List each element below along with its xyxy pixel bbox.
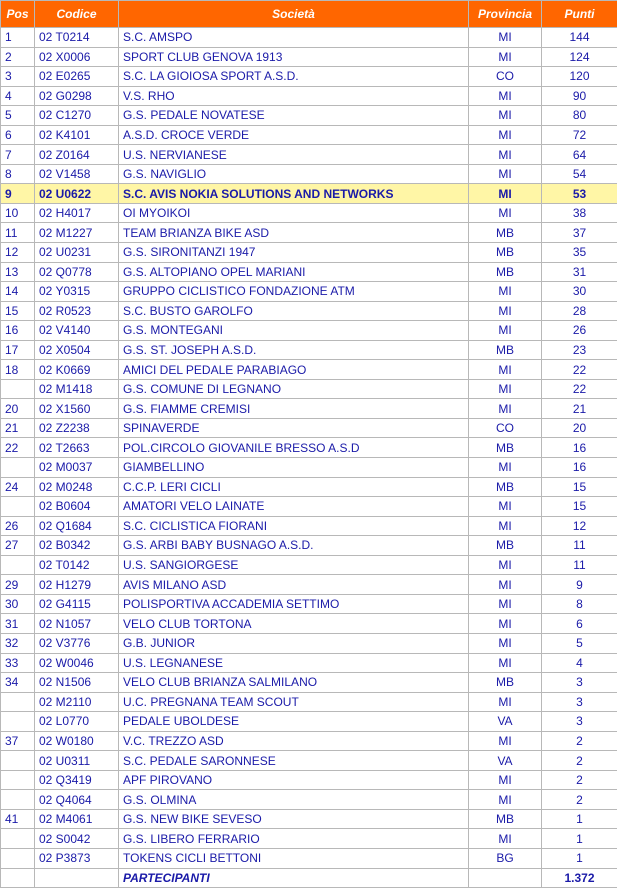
cell-society: AMICI DEL PEDALE PARABIAGO bbox=[119, 360, 469, 380]
cell-province: MI bbox=[469, 145, 542, 165]
cell-points: 3 bbox=[542, 692, 617, 712]
cell-code: 02 B0604 bbox=[35, 497, 119, 517]
cell-pos: 2 bbox=[1, 47, 35, 67]
table-row bbox=[1, 809, 617, 829]
cell-province: MI bbox=[469, 360, 542, 380]
cell-points: 72 bbox=[542, 125, 617, 145]
cell-pos: 10 bbox=[1, 203, 35, 223]
cell-pos: 15 bbox=[1, 301, 35, 321]
cell-society: SPORT CLUB GENOVA 1913 bbox=[119, 47, 469, 67]
cell-province: MB bbox=[469, 340, 542, 360]
cell-pos: 32 bbox=[1, 633, 35, 653]
cell-province: MI bbox=[469, 731, 542, 751]
cell-society: G.S. OLMINA bbox=[119, 790, 469, 810]
cell-society: U.S. LEGNANESE bbox=[119, 653, 469, 673]
cell-points: 90 bbox=[542, 86, 617, 106]
cell-points: 64 bbox=[542, 145, 617, 165]
cell-province: VA bbox=[469, 751, 542, 771]
table-row bbox=[1, 203, 617, 223]
table-row bbox=[1, 770, 617, 790]
cell-code: 02 U0231 bbox=[35, 243, 119, 263]
cell-society: TEAM BRIANZA BIKE ASD bbox=[119, 223, 469, 243]
cell-pos bbox=[1, 790, 35, 810]
cell-points: 16 bbox=[542, 438, 617, 458]
cell-pos bbox=[1, 770, 35, 790]
cell-province: MI bbox=[469, 301, 542, 321]
cell-pos: 41 bbox=[1, 809, 35, 829]
cell-province: MI bbox=[469, 653, 542, 673]
cell-society: G.S. NEW BIKE SEVESO bbox=[119, 809, 469, 829]
cell-code: 02 Q4064 bbox=[35, 790, 119, 810]
cell-code: 02 H4017 bbox=[35, 203, 119, 223]
cell-pos: 34 bbox=[1, 673, 35, 693]
cell-province: MI bbox=[469, 790, 542, 810]
total-spacer bbox=[469, 868, 542, 888]
table-row bbox=[1, 555, 617, 575]
table-row bbox=[1, 67, 617, 87]
cell-province: MI bbox=[469, 86, 542, 106]
cell-code: 02 S0042 bbox=[35, 829, 119, 849]
cell-code: 02 R0523 bbox=[35, 301, 119, 321]
cell-code: 02 M1418 bbox=[35, 379, 119, 399]
cell-province: MI bbox=[469, 633, 542, 653]
cell-society: G.S. COMUNE DI LEGNANO bbox=[119, 379, 469, 399]
cell-points: 2 bbox=[542, 770, 617, 790]
cell-code: 02 V3776 bbox=[35, 633, 119, 653]
table-row bbox=[1, 262, 617, 282]
ranking-rows bbox=[1, 28, 617, 869]
cell-code: 02 B0342 bbox=[35, 536, 119, 556]
table-row bbox=[1, 164, 617, 184]
cell-pos: 26 bbox=[1, 516, 35, 536]
cell-society: POLISPORTIVA ACCADEMIA SETTIMO bbox=[119, 594, 469, 614]
header-row bbox=[1, 1, 617, 28]
cell-points: 22 bbox=[542, 379, 617, 399]
cell-pos: 21 bbox=[1, 418, 35, 438]
cell-society: S.C. AMSPO bbox=[119, 28, 469, 48]
cell-province: MI bbox=[469, 125, 542, 145]
cell-society: VELO CLUB BRIANZA SALMILANO bbox=[119, 673, 469, 693]
cell-code: 02 Z2238 bbox=[35, 418, 119, 438]
cell-province: MI bbox=[469, 458, 542, 478]
cell-province: MB bbox=[469, 809, 542, 829]
table-row bbox=[1, 614, 617, 634]
cell-code: 02 T0142 bbox=[35, 555, 119, 575]
cell-society: S.C. LA GIOIOSA SPORT A.S.D. bbox=[119, 67, 469, 87]
cell-pos: 4 bbox=[1, 86, 35, 106]
cell-province: MI bbox=[469, 770, 542, 790]
cell-points: 35 bbox=[542, 243, 617, 263]
cell-province: MB bbox=[469, 223, 542, 243]
cell-points: 23 bbox=[542, 340, 617, 360]
cell-code: 02 U0311 bbox=[35, 751, 119, 771]
cell-pos: 27 bbox=[1, 536, 35, 556]
cell-society: G.S. ST. JOSEPH A.S.D. bbox=[119, 340, 469, 360]
cell-society: PEDALE UBOLDESE bbox=[119, 712, 469, 732]
cell-pos: 13 bbox=[1, 262, 35, 282]
table-row bbox=[1, 223, 617, 243]
cell-pos bbox=[1, 712, 35, 732]
cell-pos: 14 bbox=[1, 282, 35, 302]
cell-province: MI bbox=[469, 106, 542, 126]
col-header-society: Società bbox=[119, 1, 469, 28]
cell-pos: 29 bbox=[1, 575, 35, 595]
cell-points: 16 bbox=[542, 458, 617, 478]
table-row bbox=[1, 47, 617, 67]
cell-points: 11 bbox=[542, 536, 617, 556]
col-header-code: Codice bbox=[35, 1, 119, 28]
cell-province: CO bbox=[469, 418, 542, 438]
cell-points: 22 bbox=[542, 360, 617, 380]
cell-province: MI bbox=[469, 497, 542, 517]
cell-society: GRUPPO CICLISTICO FONDAZIONE ATM bbox=[119, 282, 469, 302]
cell-points: 3 bbox=[542, 712, 617, 732]
cell-province: MI bbox=[469, 594, 542, 614]
cell-pos: 3 bbox=[1, 67, 35, 87]
cell-points: 31 bbox=[542, 262, 617, 282]
table-row bbox=[1, 594, 617, 614]
cell-code: 02 V4140 bbox=[35, 321, 119, 341]
table-row bbox=[1, 477, 617, 497]
cell-province: MI bbox=[469, 555, 542, 575]
cell-pos bbox=[1, 458, 35, 478]
cell-code: 02 V1458 bbox=[35, 164, 119, 184]
cell-code: 02 M0037 bbox=[35, 458, 119, 478]
cell-points: 6 bbox=[542, 614, 617, 634]
cell-society: G.S. MONTEGANI bbox=[119, 321, 469, 341]
cell-pos: 8 bbox=[1, 164, 35, 184]
table-row bbox=[1, 731, 617, 751]
cell-province: MI bbox=[469, 516, 542, 536]
table-row bbox=[1, 458, 617, 478]
cell-society: OI MYOIKOI bbox=[119, 203, 469, 223]
cell-society: V.C. TREZZO ASD bbox=[119, 731, 469, 751]
table-row bbox=[1, 340, 617, 360]
table-row bbox=[1, 438, 617, 458]
col-header-points: Punti bbox=[542, 1, 617, 28]
cell-points: 28 bbox=[542, 301, 617, 321]
cell-province: MI bbox=[469, 164, 542, 184]
cell-pos: 16 bbox=[1, 321, 35, 341]
cell-code: 02 L0770 bbox=[35, 712, 119, 732]
cell-code: 02 K4101 bbox=[35, 125, 119, 145]
cell-code: 02 M0248 bbox=[35, 477, 119, 497]
cell-pos: 18 bbox=[1, 360, 35, 380]
cell-points: 21 bbox=[542, 399, 617, 419]
table-row bbox=[1, 712, 617, 732]
cell-code: 02 M1227 bbox=[35, 223, 119, 243]
cell-society: SPINAVERDE bbox=[119, 418, 469, 438]
cell-society: S.C. CICLISTICA FIORANI bbox=[119, 516, 469, 536]
cell-points: 144 bbox=[542, 28, 617, 48]
cell-code: 02 H1279 bbox=[35, 575, 119, 595]
total-spacer bbox=[35, 868, 119, 888]
cell-pos: 6 bbox=[1, 125, 35, 145]
cell-points: 53 bbox=[542, 184, 617, 204]
cell-society: TOKENS CICLI BETTONI bbox=[119, 848, 469, 868]
cell-code: 02 Z0164 bbox=[35, 145, 119, 165]
table-row bbox=[1, 692, 617, 712]
col-header-province: Provincia bbox=[469, 1, 542, 28]
cell-pos bbox=[1, 555, 35, 575]
cell-society: POL.CIRCOLO GIOVANILE BRESSO A.S.D bbox=[119, 438, 469, 458]
cell-province: MB bbox=[469, 536, 542, 556]
cell-province: MI bbox=[469, 614, 542, 634]
cell-points: 15 bbox=[542, 477, 617, 497]
cell-society: G.S. LIBERO FERRARIO bbox=[119, 829, 469, 849]
cell-points: 26 bbox=[542, 321, 617, 341]
cell-society: S.C. PEDALE SARONNESE bbox=[119, 751, 469, 771]
cell-code: 02 T2663 bbox=[35, 438, 119, 458]
table-row bbox=[1, 536, 617, 556]
cell-pos: 17 bbox=[1, 340, 35, 360]
cell-society: U.S. SANGIORGESE bbox=[119, 555, 469, 575]
table-row bbox=[1, 321, 617, 341]
cell-pos bbox=[1, 497, 35, 517]
table-row bbox=[1, 379, 617, 399]
cell-province: MI bbox=[469, 829, 542, 849]
table-row bbox=[1, 184, 617, 204]
cell-points: 12 bbox=[542, 516, 617, 536]
cell-pos: 22 bbox=[1, 438, 35, 458]
cell-society: G.S. ARBI BABY BUSNAGO A.S.D. bbox=[119, 536, 469, 556]
total-row bbox=[1, 868, 617, 888]
cell-society: S.C. BUSTO GAROLFO bbox=[119, 301, 469, 321]
table-row bbox=[1, 399, 617, 419]
table-row bbox=[1, 125, 617, 145]
cell-points: 4 bbox=[542, 653, 617, 673]
cell-society: A.S.D. CROCE VERDE bbox=[119, 125, 469, 145]
cell-pos: 1 bbox=[1, 28, 35, 48]
cell-code: 02 G0298 bbox=[35, 86, 119, 106]
cell-province: MI bbox=[469, 203, 542, 223]
cell-society: AVIS MILANO ASD bbox=[119, 575, 469, 595]
cell-code: 02 Q0778 bbox=[35, 262, 119, 282]
cell-province: MI bbox=[469, 575, 542, 595]
table-row bbox=[1, 418, 617, 438]
cell-code: 02 N1506 bbox=[35, 673, 119, 693]
cell-points: 120 bbox=[542, 67, 617, 87]
table-row bbox=[1, 653, 617, 673]
cell-society: C.C.P. LERI CICLI bbox=[119, 477, 469, 497]
cell-pos: 31 bbox=[1, 614, 35, 634]
table-row bbox=[1, 790, 617, 810]
cell-code: 02 U0622 bbox=[35, 184, 119, 204]
cell-points: 15 bbox=[542, 497, 617, 517]
cell-code: 02 G4115 bbox=[35, 594, 119, 614]
cell-code: 02 M4061 bbox=[35, 809, 119, 829]
cell-society: G.S. ALTOPIANO OPEL MARIANI bbox=[119, 262, 469, 282]
cell-society: VELO CLUB TORTONA bbox=[119, 614, 469, 634]
cell-society: G.S. SIRONITANZI 1947 bbox=[119, 243, 469, 263]
cell-society: AMATORI VELO LAINATE bbox=[119, 497, 469, 517]
table-row bbox=[1, 106, 617, 126]
cell-code: 02 E0265 bbox=[35, 67, 119, 87]
total-points: 1.372 bbox=[542, 868, 617, 888]
table-row bbox=[1, 751, 617, 771]
cell-pos: 7 bbox=[1, 145, 35, 165]
cell-points: 2 bbox=[542, 751, 617, 771]
cell-pos: 9 bbox=[1, 184, 35, 204]
table-row bbox=[1, 282, 617, 302]
cell-pos: 11 bbox=[1, 223, 35, 243]
cell-points: 20 bbox=[542, 418, 617, 438]
cell-points: 38 bbox=[542, 203, 617, 223]
cell-points: 1 bbox=[542, 809, 617, 829]
cell-province: MI bbox=[469, 379, 542, 399]
cell-province: BG bbox=[469, 848, 542, 868]
cell-province: MB bbox=[469, 262, 542, 282]
cell-points: 9 bbox=[542, 575, 617, 595]
cell-province: MI bbox=[469, 399, 542, 419]
cell-pos bbox=[1, 751, 35, 771]
cell-points: 1 bbox=[542, 829, 617, 849]
cell-society: U.S. NERVIANESE bbox=[119, 145, 469, 165]
cell-points: 5 bbox=[542, 633, 617, 653]
cell-society: G.S. FIAMME CREMISI bbox=[119, 399, 469, 419]
table-row bbox=[1, 28, 617, 48]
table-row bbox=[1, 575, 617, 595]
cell-province: MB bbox=[469, 477, 542, 497]
cell-society: APF PIROVANO bbox=[119, 770, 469, 790]
cell-province: MI bbox=[469, 47, 542, 67]
table-row bbox=[1, 829, 617, 849]
cell-points: 1 bbox=[542, 848, 617, 868]
cell-code: 02 P3873 bbox=[35, 848, 119, 868]
cell-society: G.S. NAVIGLIO bbox=[119, 164, 469, 184]
cell-code: 02 X0006 bbox=[35, 47, 119, 67]
cell-province: MI bbox=[469, 28, 542, 48]
table-row bbox=[1, 301, 617, 321]
cell-pos: 30 bbox=[1, 594, 35, 614]
cell-pos bbox=[1, 848, 35, 868]
cell-code: 02 W0180 bbox=[35, 731, 119, 751]
cell-code: 02 W0046 bbox=[35, 653, 119, 673]
cell-points: 124 bbox=[542, 47, 617, 67]
cell-points: 11 bbox=[542, 555, 617, 575]
cell-society: GIAMBELLINO bbox=[119, 458, 469, 478]
table-row bbox=[1, 848, 617, 868]
cell-code: 02 M2110 bbox=[35, 692, 119, 712]
total-label: PARTECIPANTI bbox=[119, 868, 469, 888]
cell-points: 37 bbox=[542, 223, 617, 243]
cell-code: 02 X0504 bbox=[35, 340, 119, 360]
cell-pos: 33 bbox=[1, 653, 35, 673]
table-row bbox=[1, 516, 617, 536]
cell-code: 02 K0669 bbox=[35, 360, 119, 380]
table-row bbox=[1, 86, 617, 106]
cell-society: S.C. AVIS NOKIA SOLUTIONS AND NETWORKS bbox=[119, 184, 469, 204]
cell-province: MI bbox=[469, 282, 542, 302]
cell-province: MI bbox=[469, 692, 542, 712]
cell-province: MI bbox=[469, 184, 542, 204]
cell-society: U.C. PREGNANA TEAM SCOUT bbox=[119, 692, 469, 712]
cell-province: MB bbox=[469, 243, 542, 263]
cell-pos: 24 bbox=[1, 477, 35, 497]
cell-points: 8 bbox=[542, 594, 617, 614]
cell-pos: 37 bbox=[1, 731, 35, 751]
cell-society: G.S. PEDALE NOVATESE bbox=[119, 106, 469, 126]
cell-pos bbox=[1, 379, 35, 399]
cell-province: CO bbox=[469, 67, 542, 87]
table-row bbox=[1, 633, 617, 653]
col-header-pos: Pos bbox=[1, 1, 35, 28]
table-row bbox=[1, 360, 617, 380]
cell-society: G.B. JUNIOR bbox=[119, 633, 469, 653]
table-row bbox=[1, 673, 617, 693]
cell-pos bbox=[1, 829, 35, 849]
cell-province: VA bbox=[469, 712, 542, 732]
cell-points: 3 bbox=[542, 673, 617, 693]
cell-code: 02 Y0315 bbox=[35, 282, 119, 302]
total-spacer bbox=[1, 868, 35, 888]
cell-points: 54 bbox=[542, 164, 617, 184]
cell-province: MB bbox=[469, 438, 542, 458]
cell-code: 02 Q1684 bbox=[35, 516, 119, 536]
table-row bbox=[1, 243, 617, 263]
cell-province: MI bbox=[469, 321, 542, 341]
cell-code: 02 T0214 bbox=[35, 28, 119, 48]
cell-code: 02 X1560 bbox=[35, 399, 119, 419]
cell-province: MB bbox=[469, 673, 542, 693]
cell-points: 30 bbox=[542, 282, 617, 302]
cell-pos bbox=[1, 692, 35, 712]
cell-code: 02 N1057 bbox=[35, 614, 119, 634]
cell-pos: 5 bbox=[1, 106, 35, 126]
cell-points: 80 bbox=[542, 106, 617, 126]
cell-pos: 12 bbox=[1, 243, 35, 263]
cell-pos: 20 bbox=[1, 399, 35, 419]
table-row bbox=[1, 497, 617, 517]
cell-points: 2 bbox=[542, 790, 617, 810]
cell-society: V.S. RHO bbox=[119, 86, 469, 106]
cell-code: 02 Q3419 bbox=[35, 770, 119, 790]
cell-points: 2 bbox=[542, 731, 617, 751]
cell-code: 02 C1270 bbox=[35, 106, 119, 126]
table-row bbox=[1, 145, 617, 165]
